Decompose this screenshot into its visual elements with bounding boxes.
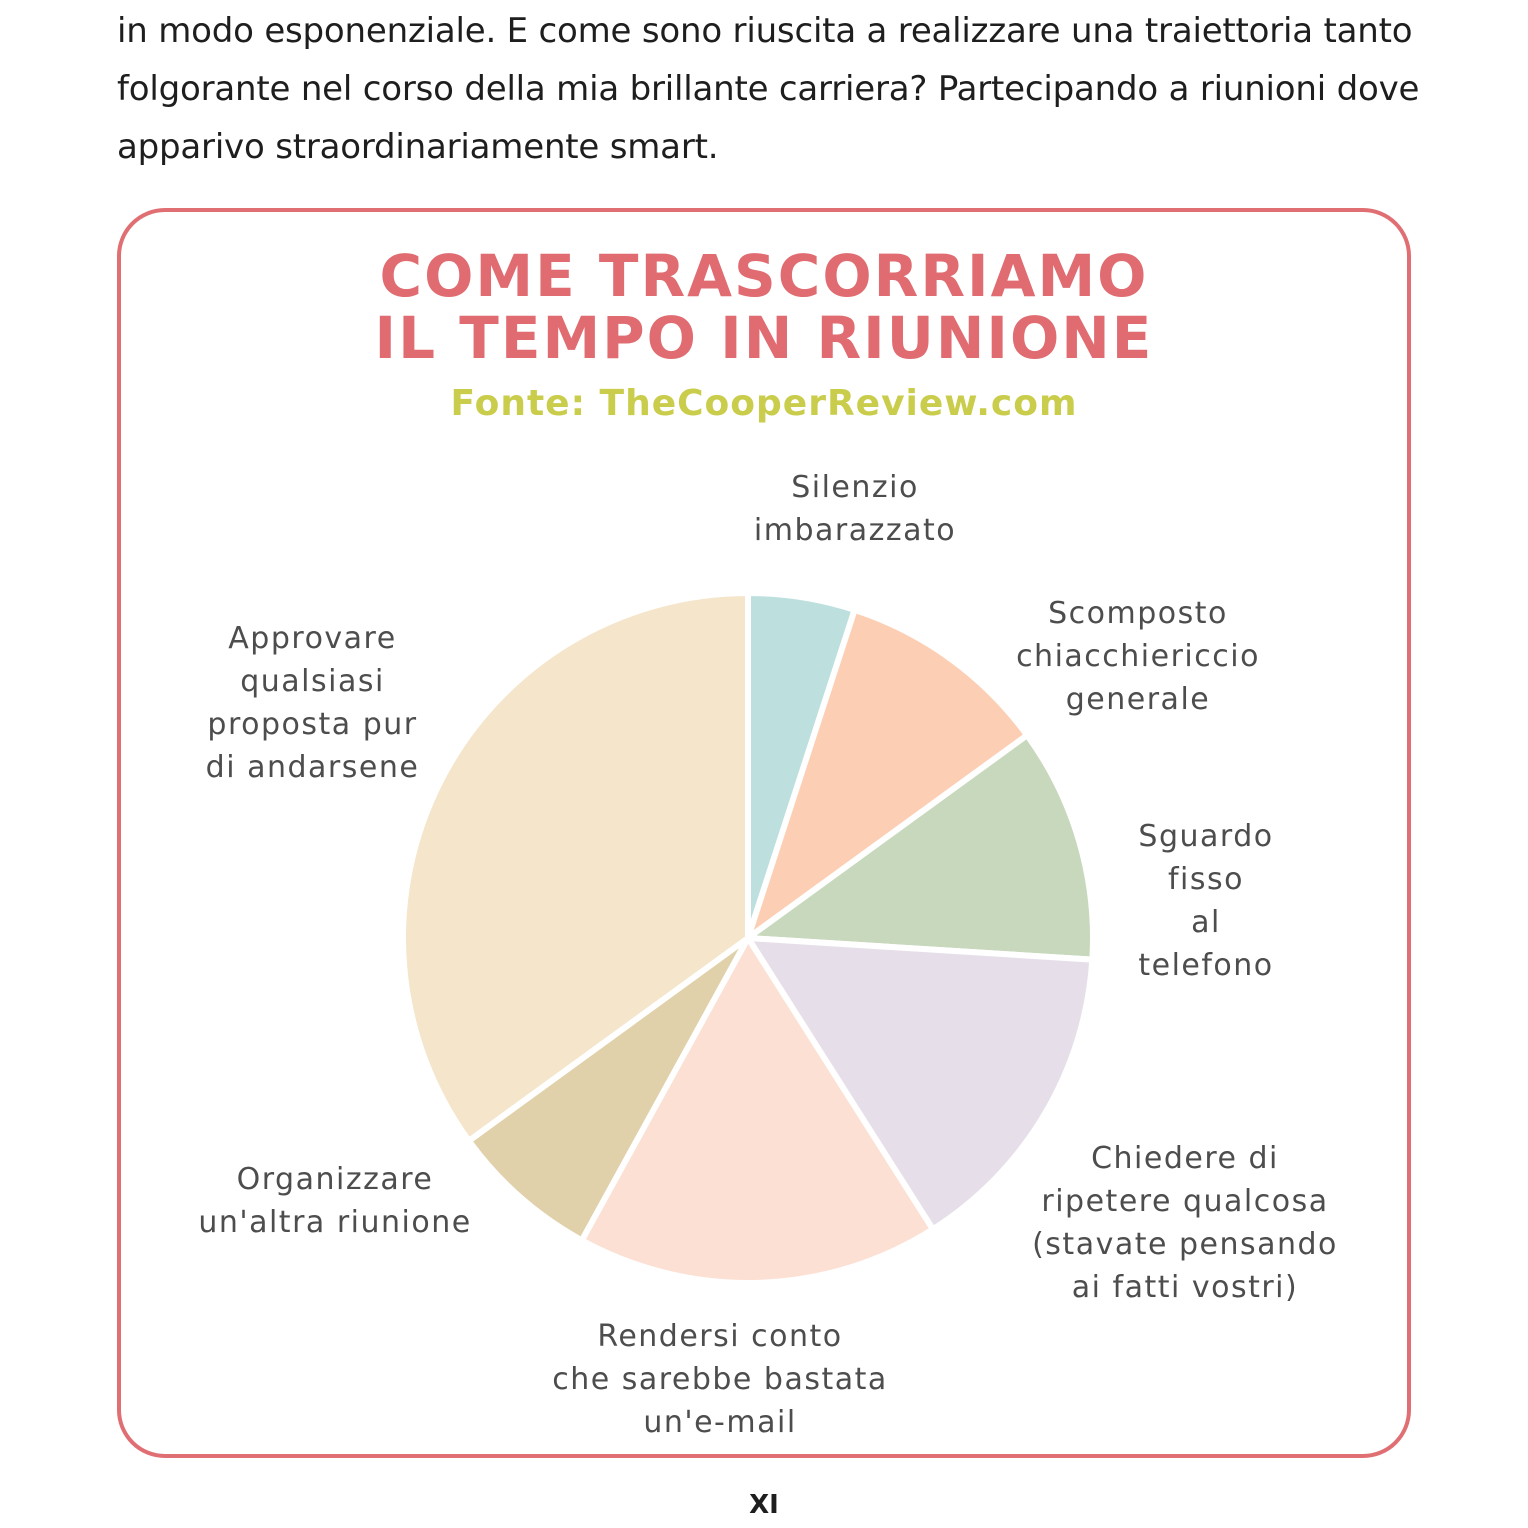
slice-label-telefono: Sguardo fisso al telefono (1138, 819, 1274, 983)
body-line: folgorante nel corso della mia brillante carriera? Partecipando a riunioni dove (117, 69, 1420, 109)
slice-label-riunione: Organizzare un'altra riunione (198, 1162, 472, 1240)
slice-label-silenzio: Silenzio imbarazzato (753, 470, 957, 548)
chart-source: Fonte: TheCooperReview.com (450, 383, 1078, 424)
body-line: apparivo straordinariamente smart. (117, 127, 719, 167)
body-line: in modo esponenziale. E come sono riuscita a realizzare una traiettoria tanto (117, 11, 1413, 51)
chart-title-line-1: COME TRASCORRIAMO (379, 242, 1149, 310)
slice-label-chiacchiericcio: Scomposto chiacchiericcio generale (1016, 596, 1260, 717)
chart-title-line-2: IL TEMPO IN RIUNIONE (374, 304, 1154, 372)
slice-label-email: Rendersi conto che sarebbe bastata un'e-mail (552, 1319, 888, 1440)
slice-label-approvare: Approvare qualsiasi proposta pur di andarsene (205, 621, 420, 785)
page-number: XI (749, 1490, 779, 1520)
slice-label-ripetere: Chiedere di ripetere qualcosa (stavate pensando ai fatti vostri) (1032, 1141, 1338, 1305)
